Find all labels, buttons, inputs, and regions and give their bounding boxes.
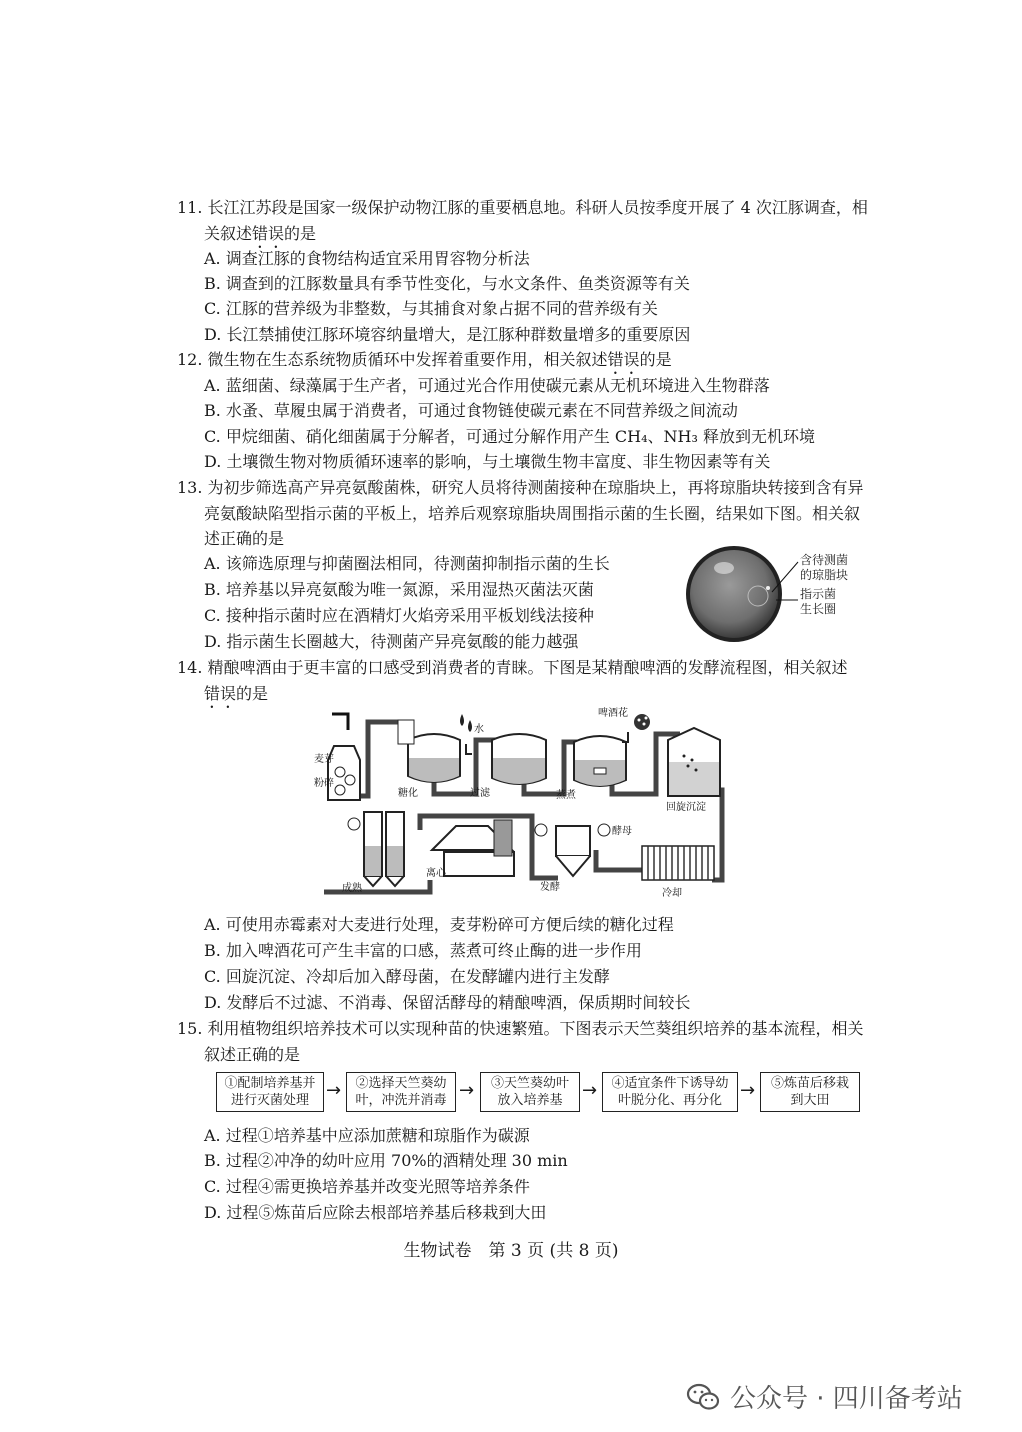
flow-step-3-line2: 放入培养基 — [497, 1093, 563, 1108]
q13-option-d: D. 指示菌生长圈越大，待测菌产异亮氨酸的能力越强 — [204, 632, 579, 651]
lauter-tun-liquid — [493, 758, 545, 784]
mash-tun-motor — [398, 720, 414, 744]
q12-option-c: C. 甲烷细菌、硝化细菌属于分解者，可通过分解作用产生 CH₄、NH₃ 释放到无机环境 — [204, 427, 815, 446]
plate-highlight — [714, 562, 734, 574]
q15-option-d: D. 过程⑤炼苗后应除去根部培养基后移栽到大田 — [204, 1203, 547, 1222]
label-malt: 麦芽 — [314, 754, 334, 765]
q14-stem-post: 的是 — [236, 684, 269, 703]
mash-tun-liquid — [409, 758, 459, 782]
flow-step-3 — [480, 1072, 580, 1112]
flow-step-3-line1: ③天竺葵幼叶 — [490, 1076, 569, 1091]
q12-option-b: B. 水蚤、草履虫属于消费者，可通过食物链使碳元素在不同营养级之间流动 — [204, 401, 738, 420]
watermark-text: 公众号 · 四川备考站 — [730, 1384, 963, 1414]
label-cool: 冷却 — [662, 888, 682, 899]
flow-step-4 — [602, 1072, 738, 1112]
q14-option-b: B. 加入啤酒花可产生丰富的口感，蒸煮可终止酶的进一步作用 — [204, 941, 642, 960]
q14-option-a: A. 可使用赤霉素对大麦进行处理，麦芽粉碎可方便后续的糖化过程 — [204, 915, 674, 934]
flow-arrow-2: → — [459, 1080, 475, 1101]
q14-option-d: D. 发酵后不过滤、不消毒、保留活酵母的精酿啤酒，保质期时间较长 — [204, 993, 691, 1012]
flow-step-2-line2: 叶，冲洗并消毒 — [355, 1093, 447, 1108]
q11-stem-pre: 关叙述 — [204, 224, 253, 243]
q11-stem-line1: 11. 长江江苏段是国家一级保护动物江豚的重要栖息地。科研人员按季度开展了 4 次江豚调查，相 — [177, 198, 868, 217]
label-boil: 蒸煮 — [556, 790, 576, 801]
flow-step-1 — [216, 1072, 324, 1112]
q12-option-d: D. 土壤微生物对物质循环速率的影响，与土壤微生物丰富度、非生物因素等有关 — [204, 452, 771, 471]
watermark — [686, 1378, 963, 1415]
q13-option-a: A. 该筛选原理与抑菌圈法相同，待测菌抑制指示菌的生长 — [204, 554, 610, 573]
timer-icon — [535, 824, 547, 836]
page-footer: 生物试卷 第 3 页 (共 8 页) — [403, 1241, 619, 1261]
flow-step-5-line1: ⑤炼苗后移栽 — [770, 1076, 849, 1091]
flow-arrow-3: → — [582, 1080, 598, 1101]
whirlpool-liquid — [669, 762, 719, 795]
q14-stem-emphasis: 错误 — [204, 684, 237, 703]
boil-kettle-gauge — [594, 768, 606, 774]
flow-step-5-line2: 到大田 — [790, 1093, 830, 1108]
q12-stem-emphasis: 错误 — [607, 350, 640, 369]
flow-step-1-line2: 进行灭菌处理 — [230, 1093, 309, 1108]
q15-stem-line2: 叙述正确的是 — [204, 1045, 301, 1064]
mill-roller-1 — [335, 767, 345, 777]
clock-icon — [348, 818, 360, 830]
q11-option-d: D. 长江禁捕使江豚环境容纳量增大，是江豚种群数量增多的重要原因 — [204, 325, 691, 344]
maturation-tanks — [348, 812, 404, 886]
label-filter: 过滤 — [470, 788, 490, 799]
label-growth-ring-l1: 指示菌 — [800, 587, 837, 601]
label-agar-block — [800, 553, 848, 583]
plate-leader-lines — [760, 556, 800, 616]
q15-option-a: A. 过程①培养基中应添加蔗糖和琼脂作为碳源 — [204, 1126, 530, 1145]
flow-arrow-4: → — [740, 1080, 756, 1101]
label-growth-ring — [800, 587, 836, 617]
label-mature: 成熟 — [342, 883, 362, 894]
centrifuge-motor — [494, 820, 512, 856]
whirlpool-tank — [668, 728, 720, 796]
flow-step-4-line1: ④适宜条件下诱导幼 — [611, 1076, 729, 1091]
label-agar-block-l1: 含待测菌 — [800, 553, 849, 567]
q11-option-a: A. 调查江豚的食物结构适宜采用胃容物分析法 — [204, 249, 530, 268]
q13-option-b: B. 培养基以异亮氨酸为唯一氮源，采用湿热灭菌法灭菌 — [204, 580, 594, 599]
flow-step-5 — [760, 1072, 860, 1112]
boil-kettle — [574, 736, 626, 786]
cooler-coil — [642, 846, 714, 880]
q14-stem-line2 — [204, 683, 268, 712]
label-whirlpool: 回旋沉淀 — [666, 802, 706, 813]
fermenter-body — [556, 826, 590, 856]
mill-roller-2 — [345, 775, 355, 785]
q12-stem-pre: 12. 微生物在生态系统物质循环中发挥着重要作用，相关叙述 — [177, 350, 608, 369]
label-crush: 粉碎 — [314, 778, 334, 789]
q13-stem-line3: 述正确的是 — [204, 529, 285, 548]
malt-input-arrow — [332, 714, 348, 730]
flow-step-2 — [346, 1072, 456, 1112]
q14-stem-line1: 14. 精酿啤酒由于更丰富的口感受到消费者的青睐。下图是某精酿啤酒的发酵流程图，相关叙述 — [177, 658, 848, 677]
fermenter-cone — [556, 856, 590, 876]
lauter-tun — [492, 734, 546, 784]
label-ferment: 发酵 — [540, 882, 560, 893]
label-yeast: 酵母 — [612, 826, 632, 837]
q13-stem-line1: 13. 为初步筛选高产异亮氨酸菌株，研究人员将待测菌接种在琼脂块上，再将琼脂块转接到含有异 — [177, 478, 864, 497]
mill-roller-3 — [335, 785, 345, 795]
label-agar-block-l2: 的琼脂块 — [800, 568, 849, 582]
flow-step-1-line1: ①配制培养基并 — [224, 1076, 316, 1091]
q13-option-c: C. 接种指示菌时应在酒精灯火焰旁采用平板划线法接种 — [204, 606, 594, 625]
water-drops-icon — [460, 714, 472, 754]
q15-option-b: B. 过程②冲净的幼叶应用 70%的酒精处理 30 min — [204, 1151, 568, 1170]
brewing-process-diagram — [312, 700, 732, 900]
flow-step-4-line2: 叶脱分化、再分化 — [617, 1093, 722, 1108]
q11-option-c: C. 江豚的营养级为非整数，与其捕食对象占据不同的营养级有关 — [204, 299, 658, 318]
q11-stem-emphasis: 错误 — [252, 224, 285, 243]
q12-stem — [177, 349, 672, 378]
q12-stem-post: 的是 — [639, 350, 672, 369]
wechat-icon — [686, 1382, 720, 1412]
q11-option-b: B. 调查到的江豚数量具有季节性变化，与水文条件、鱼类资源等有关 — [204, 274, 690, 293]
leader-line-block — [772, 562, 798, 592]
label-saccharify: 糖化 — [398, 788, 418, 799]
label-centrifuge: 离心 — [426, 868, 446, 879]
flow-step-2-line1: ②选择天竺葵幼 — [355, 1076, 447, 1091]
q12-option-a: A. 蓝细菌、绿藻属于生产者，可通过光合作用使碳元素从无机环境进入生物群落 — [204, 376, 770, 395]
q14-option-c: C. 回旋沉淀、冷却后加入酵母菌，在发酵罐内进行主发酵 — [204, 967, 610, 986]
pipe-cooler-to-fermenter — [596, 850, 642, 870]
label-water: 水 — [474, 724, 484, 735]
yeast-icon — [598, 824, 610, 836]
label-hops: 啤酒花 — [598, 708, 628, 719]
q15-option-c: C. 过程④需更换培养基并改变光照等培养条件 — [204, 1177, 530, 1196]
flow-arrow-1: → — [326, 1080, 342, 1101]
mash-tun — [398, 720, 460, 782]
label-growth-ring-l2: 生长圈 — [800, 602, 837, 616]
q11-stem-post: 的是 — [284, 224, 317, 243]
q15-stem-line1: 15. 利用植物组织培养技术可以实现种苗的快速繁殖。下图表示天竺葵组织培养的基本流程，相关 — [177, 1019, 864, 1038]
q13-stem-line2: 亮氨酸缺陷型指示菌的平板上，培养后观察琼脂块周围指示菌的生长圈，结果如下图。相关叙 — [204, 504, 861, 523]
